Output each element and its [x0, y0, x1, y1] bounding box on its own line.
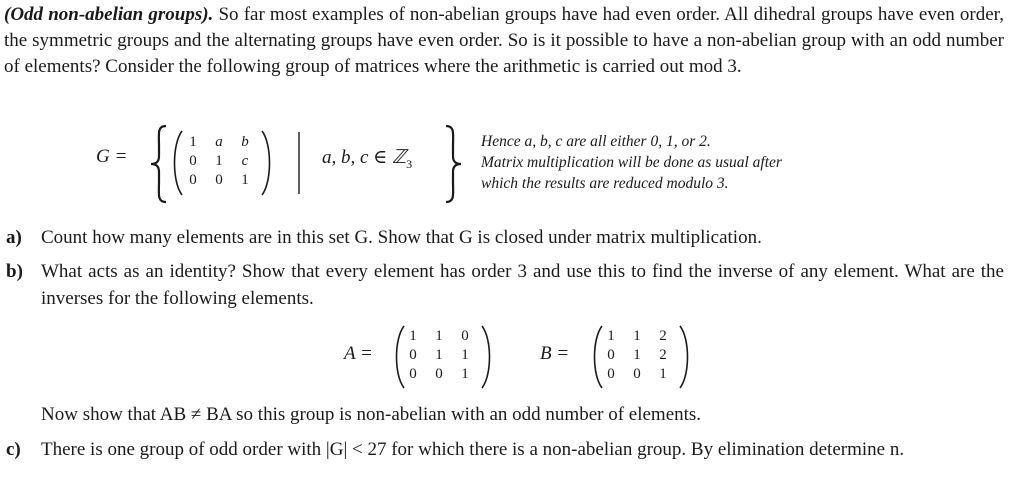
question-c-label: c) [6, 439, 21, 460]
set-matrix-entry: 0 [189, 172, 197, 188]
side-note-line: Hence a, b, c are all either 0, 1, or 2. [481, 133, 711, 150]
matrix-a-lhs: A = [344, 343, 373, 364]
set-matrix-entry: 0 [189, 153, 197, 169]
question-b [4, 258, 1004, 312]
matrix-a [400, 327, 478, 384]
set-matrix-entry: 1 [241, 172, 249, 188]
matrix-a-right-paren [480, 325, 494, 389]
matrix-a-entry: 1 [409, 328, 417, 344]
set-matrix-entry: b [241, 134, 249, 150]
set-condition-subscript: 3 [406, 156, 413, 171]
question-a-text: Count how many elements are in this set G. Show that G is closed under matrix multiplication. [41, 227, 762, 248]
matrix-a-entry: 1 [435, 328, 443, 344]
matrix-a-entry: 1 [461, 366, 469, 382]
set-matrix-entry: c [241, 153, 249, 169]
matrix-b-lhs: B = [540, 343, 570, 364]
matrix-b-entry: 2 [659, 328, 667, 344]
matrix-a-entry: 1 [435, 347, 443, 363]
question-b-label: b) [6, 261, 23, 282]
matrix-b-entry: 2 [659, 347, 667, 363]
question-c-text: There is one group of odd order with |G| < 27 for which there is a non-abelian group. By elimination determine n. [41, 439, 905, 460]
matrix-a-entry: 0 [461, 328, 469, 344]
side-note [481, 131, 911, 194]
matrix-b-entry: 1 [607, 328, 615, 344]
set-matrix-entry: 1 [189, 134, 197, 150]
question-b-text: What acts as an identity? Show that every element has order 3 and use this to find the inverse of any element. What are the inverses for the following elements. [41, 261, 1004, 309]
set-matrix-entry: a [215, 134, 223, 150]
matrix-b-entry: 0 [607, 347, 615, 363]
matrix-b-entry: 1 [659, 366, 667, 382]
set-matrix-right-paren [260, 130, 274, 196]
group-set-definition [0, 124, 480, 204]
matrix-a-entry: 0 [409, 366, 417, 382]
matrix-b-entry: 1 [633, 328, 641, 344]
matrix-a-entry: 1 [461, 347, 469, 363]
set-lhs: G = [96, 146, 128, 167]
exercise-title: (Odd non-abelian groups). [4, 4, 214, 25]
matrix-b-entry: 0 [607, 366, 615, 382]
matrix-b-right-paren [678, 325, 692, 389]
set-matrix [180, 133, 258, 190]
set-matrix-entry: 1 [215, 153, 223, 169]
set-condition-text: a, b, c ∈ ℤ [322, 147, 407, 168]
side-note-line: which the results are reduced modulo 3. [481, 175, 729, 192]
question-c [4, 436, 1004, 463]
non-abelian-prompt: Now show that AB ≠ BA so this group is non-abelian with an odd number of elements. [41, 404, 702, 425]
intro-paragraph [4, 2, 1004, 80]
intro-text: So far most examples of non-abelian groups have had even order. All dihedral groups have even order, the symmetric groups and the alternating groups have even order. So is it possible to have a non-abelian group with an odd number of elements? Consider the following group of matrices where the arithmetic is carried out mod 3. [4, 4, 1004, 77]
matrix-b [598, 327, 676, 384]
matrix-a-entry: 0 [409, 347, 417, 363]
matrix-b-entry: 0 [633, 366, 641, 382]
right-brace [442, 124, 464, 204]
question-a-label: a) [6, 227, 22, 248]
matrix-a-block [344, 323, 514, 393]
question-a [4, 224, 1004, 251]
left-brace [148, 124, 170, 204]
matrix-a-entry: 0 [435, 366, 443, 382]
matrix-b-block [540, 323, 710, 393]
such-that-bar [296, 130, 302, 196]
set-condition [322, 146, 412, 172]
matrix-b-entry: 1 [633, 347, 641, 363]
side-note-line: Matrix multiplication will be done as usual after [481, 154, 782, 171]
set-matrix-entry: 0 [215, 172, 223, 188]
